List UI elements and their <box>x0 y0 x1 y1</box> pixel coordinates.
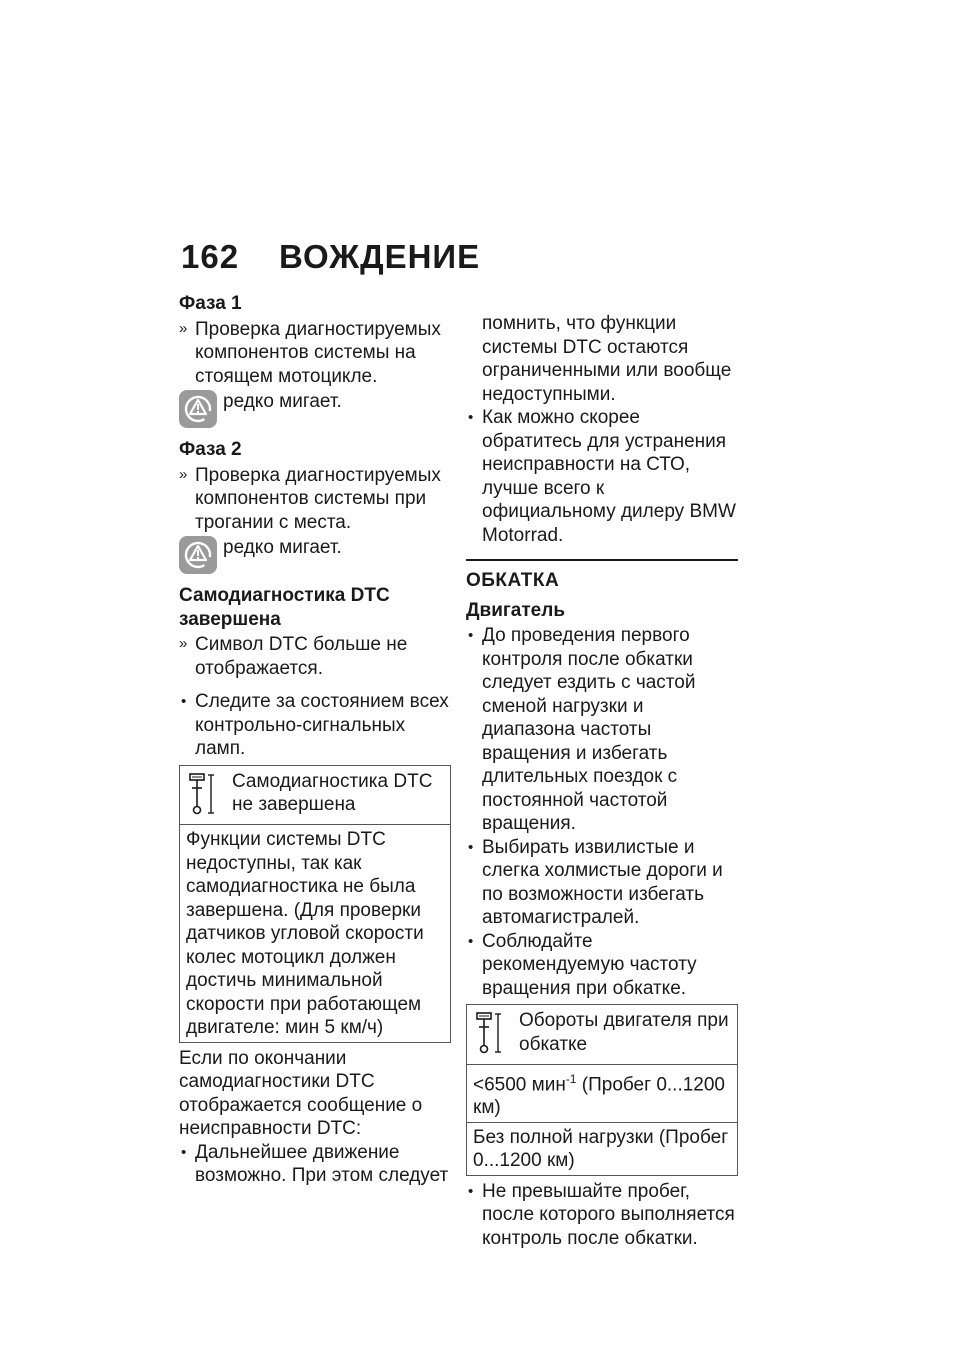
left-column <box>179 292 451 1188</box>
bullet-icon: • <box>468 932 474 950</box>
bullet-icon: • <box>468 409 474 426</box>
engine-title: Двигатель <box>466 599 565 621</box>
breakin-rpm-cell: <6500 мин$^{-1}$ (Пробег 0...1200 км) <box>473 1071 725 1119</box>
breakin-load-cell: Без полной нагрузки (Пробег 0...1200 км) <box>467 1122 737 1175</box>
dtc-note-header <box>180 766 450 826</box>
page-header <box>181 238 480 276</box>
bullet-icon: • <box>181 1143 187 1161</box>
chapter-title: ВОЖДЕНИЕ <box>279 238 481 275</box>
complete-title: Самодиагностика DTC завершена <box>179 585 390 630</box>
page-number: 162 <box>181 238 240 275</box>
bullet-icon: • <box>468 1182 474 1200</box>
right-column <box>466 312 738 1250</box>
breakin-note-title: Обороты двигателя при обкатке <box>519 1010 729 1055</box>
section-divider <box>466 559 738 561</box>
further-bullet: • Дальнейшее движение возможно. При этом следует <box>181 1141 449 1186</box>
dtc-note-body: Функции системы DTC недоступны, так как самодиагностика не была завершена. (Для проверки датчиков угловой скорости колес мотоцикл должен достичь минимальной скорости при работающем двигателе: мин 5 км/ч) <box>186 829 424 1038</box>
complete-result: » Символ DTC больше не отображается. <box>179 634 408 679</box>
after-note-text: Если по окончании самодиагностики DTC отображается сообщение о неисправности DTC: <box>179 1047 423 1139</box>
list-item: • Соблюдайте рекомендуемую частоту вращения при обкатке. <box>468 930 697 999</box>
bullet-icon: • <box>468 838 474 856</box>
phase1-indicator-text: редко мигает. <box>223 391 342 412</box>
engine-gauge-icon <box>186 770 226 823</box>
monitor-bullet: • Следите за состоянием всех контрольно-сигнальных ламп. <box>181 691 449 759</box>
phase2-indicator <box>179 536 451 574</box>
engine-gauge-icon <box>473 1009 513 1062</box>
dtc-note-box <box>179 765 451 1043</box>
list-item: • Выбирать извилистые и слегка холмистые дороги и по возможности избегать автомагистралей. <box>468 836 723 928</box>
bullet-icon: • <box>468 627 474 644</box>
result-marker-icon: » <box>179 319 188 337</box>
last-bullet: • Не превышайте пробег, после которого выполняется контроль после обкатки. <box>468 1180 735 1249</box>
result-marker-icon: » <box>179 635 188 652</box>
breakin-note-header <box>467 1005 737 1065</box>
breakin-note-box <box>466 1004 738 1176</box>
phase2-result: » Проверка диагностируемых компонентов системы при трогании с места. <box>179 464 441 533</box>
phase1-result: » Проверка диагностируемых компонентов системы на стоящем мотоцикле. <box>179 318 441 387</box>
service-bullet: • Как можно скорее обратитесь для устранения неисправности на СТО, лучше всего к официальному дилеру BMW Motorrad. <box>468 407 736 546</box>
dtc-warning-icon <box>179 536 217 574</box>
phase2-indicator-text: редко мигает. <box>223 537 342 558</box>
result-marker-icon: » <box>179 465 188 483</box>
phase2-title: Фаза 2 <box>179 439 242 460</box>
phase1-title: Фаза 1 <box>179 293 242 314</box>
phase1-indicator <box>179 390 451 428</box>
dtc-warning-icon <box>179 390 217 428</box>
section-title: ОБКАТКА <box>466 570 560 591</box>
dtc-note-title: Самодиагностика DTC не завершена <box>232 770 433 815</box>
bullet-icon: • <box>181 693 187 710</box>
list-item: • До проведения первого контроля после обкатки следует ездить с частой сменой нагрузки и диапазона частоты вращения и избегать длительных поездок с постоянной частотой вращения. <box>468 625 696 834</box>
continuation-text: помнить, что функции системы DTC остаются ограниченными или вообще недоступными. <box>482 313 732 405</box>
